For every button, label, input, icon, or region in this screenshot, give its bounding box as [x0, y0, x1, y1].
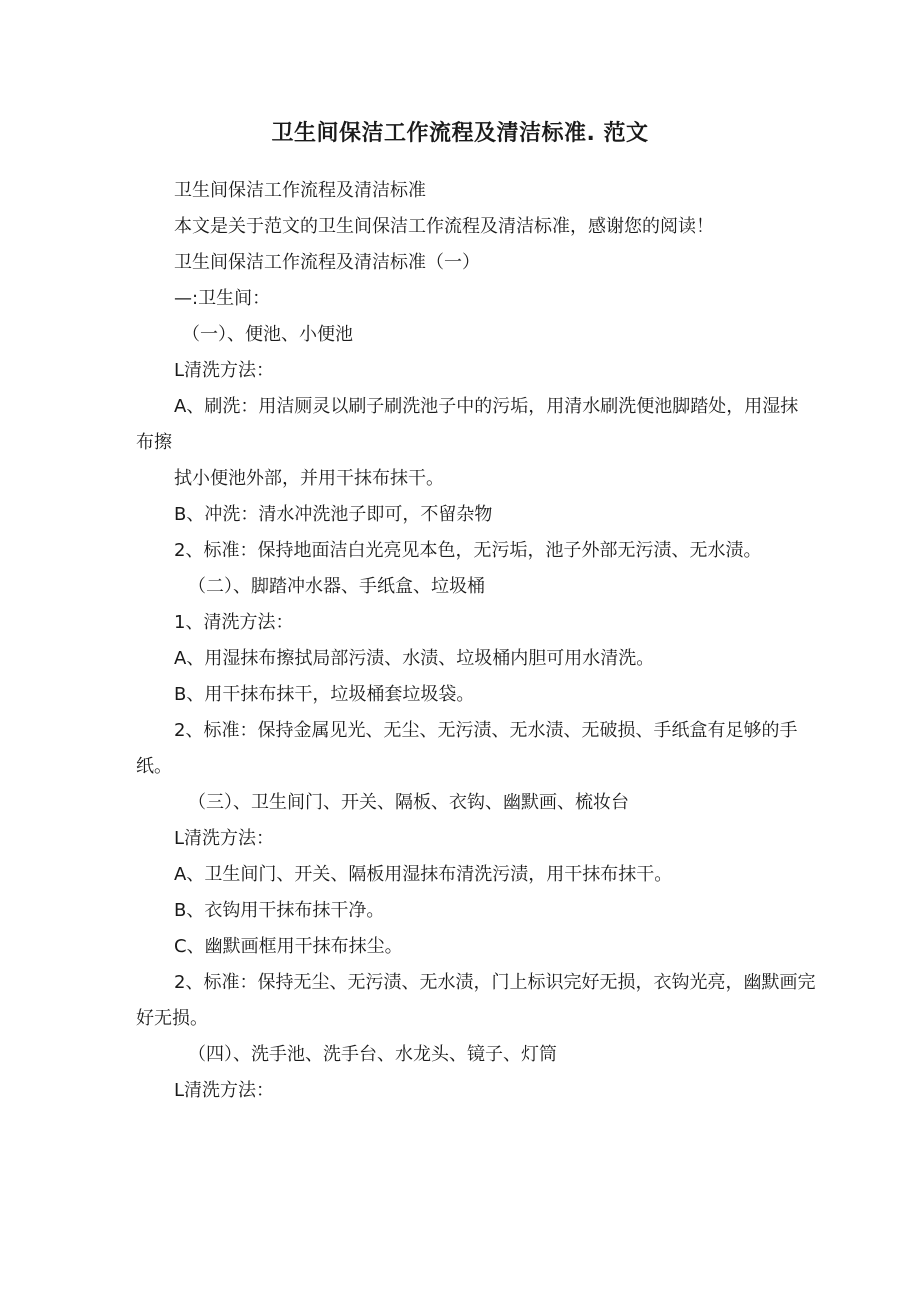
standard-3: 2、标准：保持无尘、无污渍、无水渍，门上标识完好无损，衣钩光亮，幽默画完好无损。	[136, 972, 816, 1029]
method-step-b: B、用干抹布抹干，垃圾桶套垃圾袋。	[174, 684, 475, 705]
method-heading: L清洗方法：	[174, 828, 275, 849]
method-step-b: B、衣钩用干抹布抹干净。	[174, 900, 385, 921]
item-heading-1: （一）、便池、小便池	[182, 324, 353, 345]
method-step-a-cont: 拭小便池外部，并用干抹布抹干。	[174, 468, 444, 489]
section-heading: 卫生间保洁工作流程及清洁标准（一）	[174, 252, 480, 273]
standard-1: 2、标准：保持地面洁白光亮见本色，无污垢，池子外部无污渍、无水渍。	[174, 540, 762, 561]
method-step-a: A、卫生间门、开关、隔板用湿抹布清洗污渍，用干抹布抹干。	[174, 864, 673, 885]
method-step-c: C、幽默画框用干抹布抹尘。	[174, 936, 403, 957]
item-heading-4: （四）、洗手池、洗手台、水龙头、镜子、灯筒	[188, 1044, 557, 1065]
method-heading: L清洗方法：	[174, 360, 275, 381]
method-step-b: B、冲洗：清水冲洗池子即可，不留杂物	[174, 504, 493, 525]
item-heading-2: （二）、脚踏冲水器、手纸盒、垃圾桶	[188, 576, 485, 597]
standard-2: 2、标准：保持金属见光、无尘、无污渍、无水渍、无破损、手纸盒有足够的手纸。	[136, 720, 798, 777]
method-step-a: A、用湿抹布擦拭局部污渍、水渍、垃圾桶内胆可用水清洗。	[174, 648, 655, 669]
method-step-a: A、刷洗：用洁厕灵以刷子刷洗池子中的污垢，用清水刷洗便池脚踏处，用湿抹布擦	[136, 396, 799, 453]
subtitle-line: 卫生间保洁工作流程及清洁标准	[174, 180, 426, 201]
method-heading: 1、清洗方法：	[174, 612, 294, 633]
area-heading: —:卫生间：	[174, 288, 271, 309]
document-body	[136, 173, 816, 1109]
method-heading: L清洗方法：	[174, 1080, 275, 1101]
item-heading-3: （三）、卫生间门、开关、隔板、衣钩、幽默画、梳妆台	[188, 792, 629, 813]
intro-line: 本文是关于范文的卫生间保洁工作流程及清洁标准，感谢您的阅读！	[174, 216, 714, 237]
document-title: 卫生间保洁工作流程及清洁标准. 范文	[271, 121, 649, 146]
